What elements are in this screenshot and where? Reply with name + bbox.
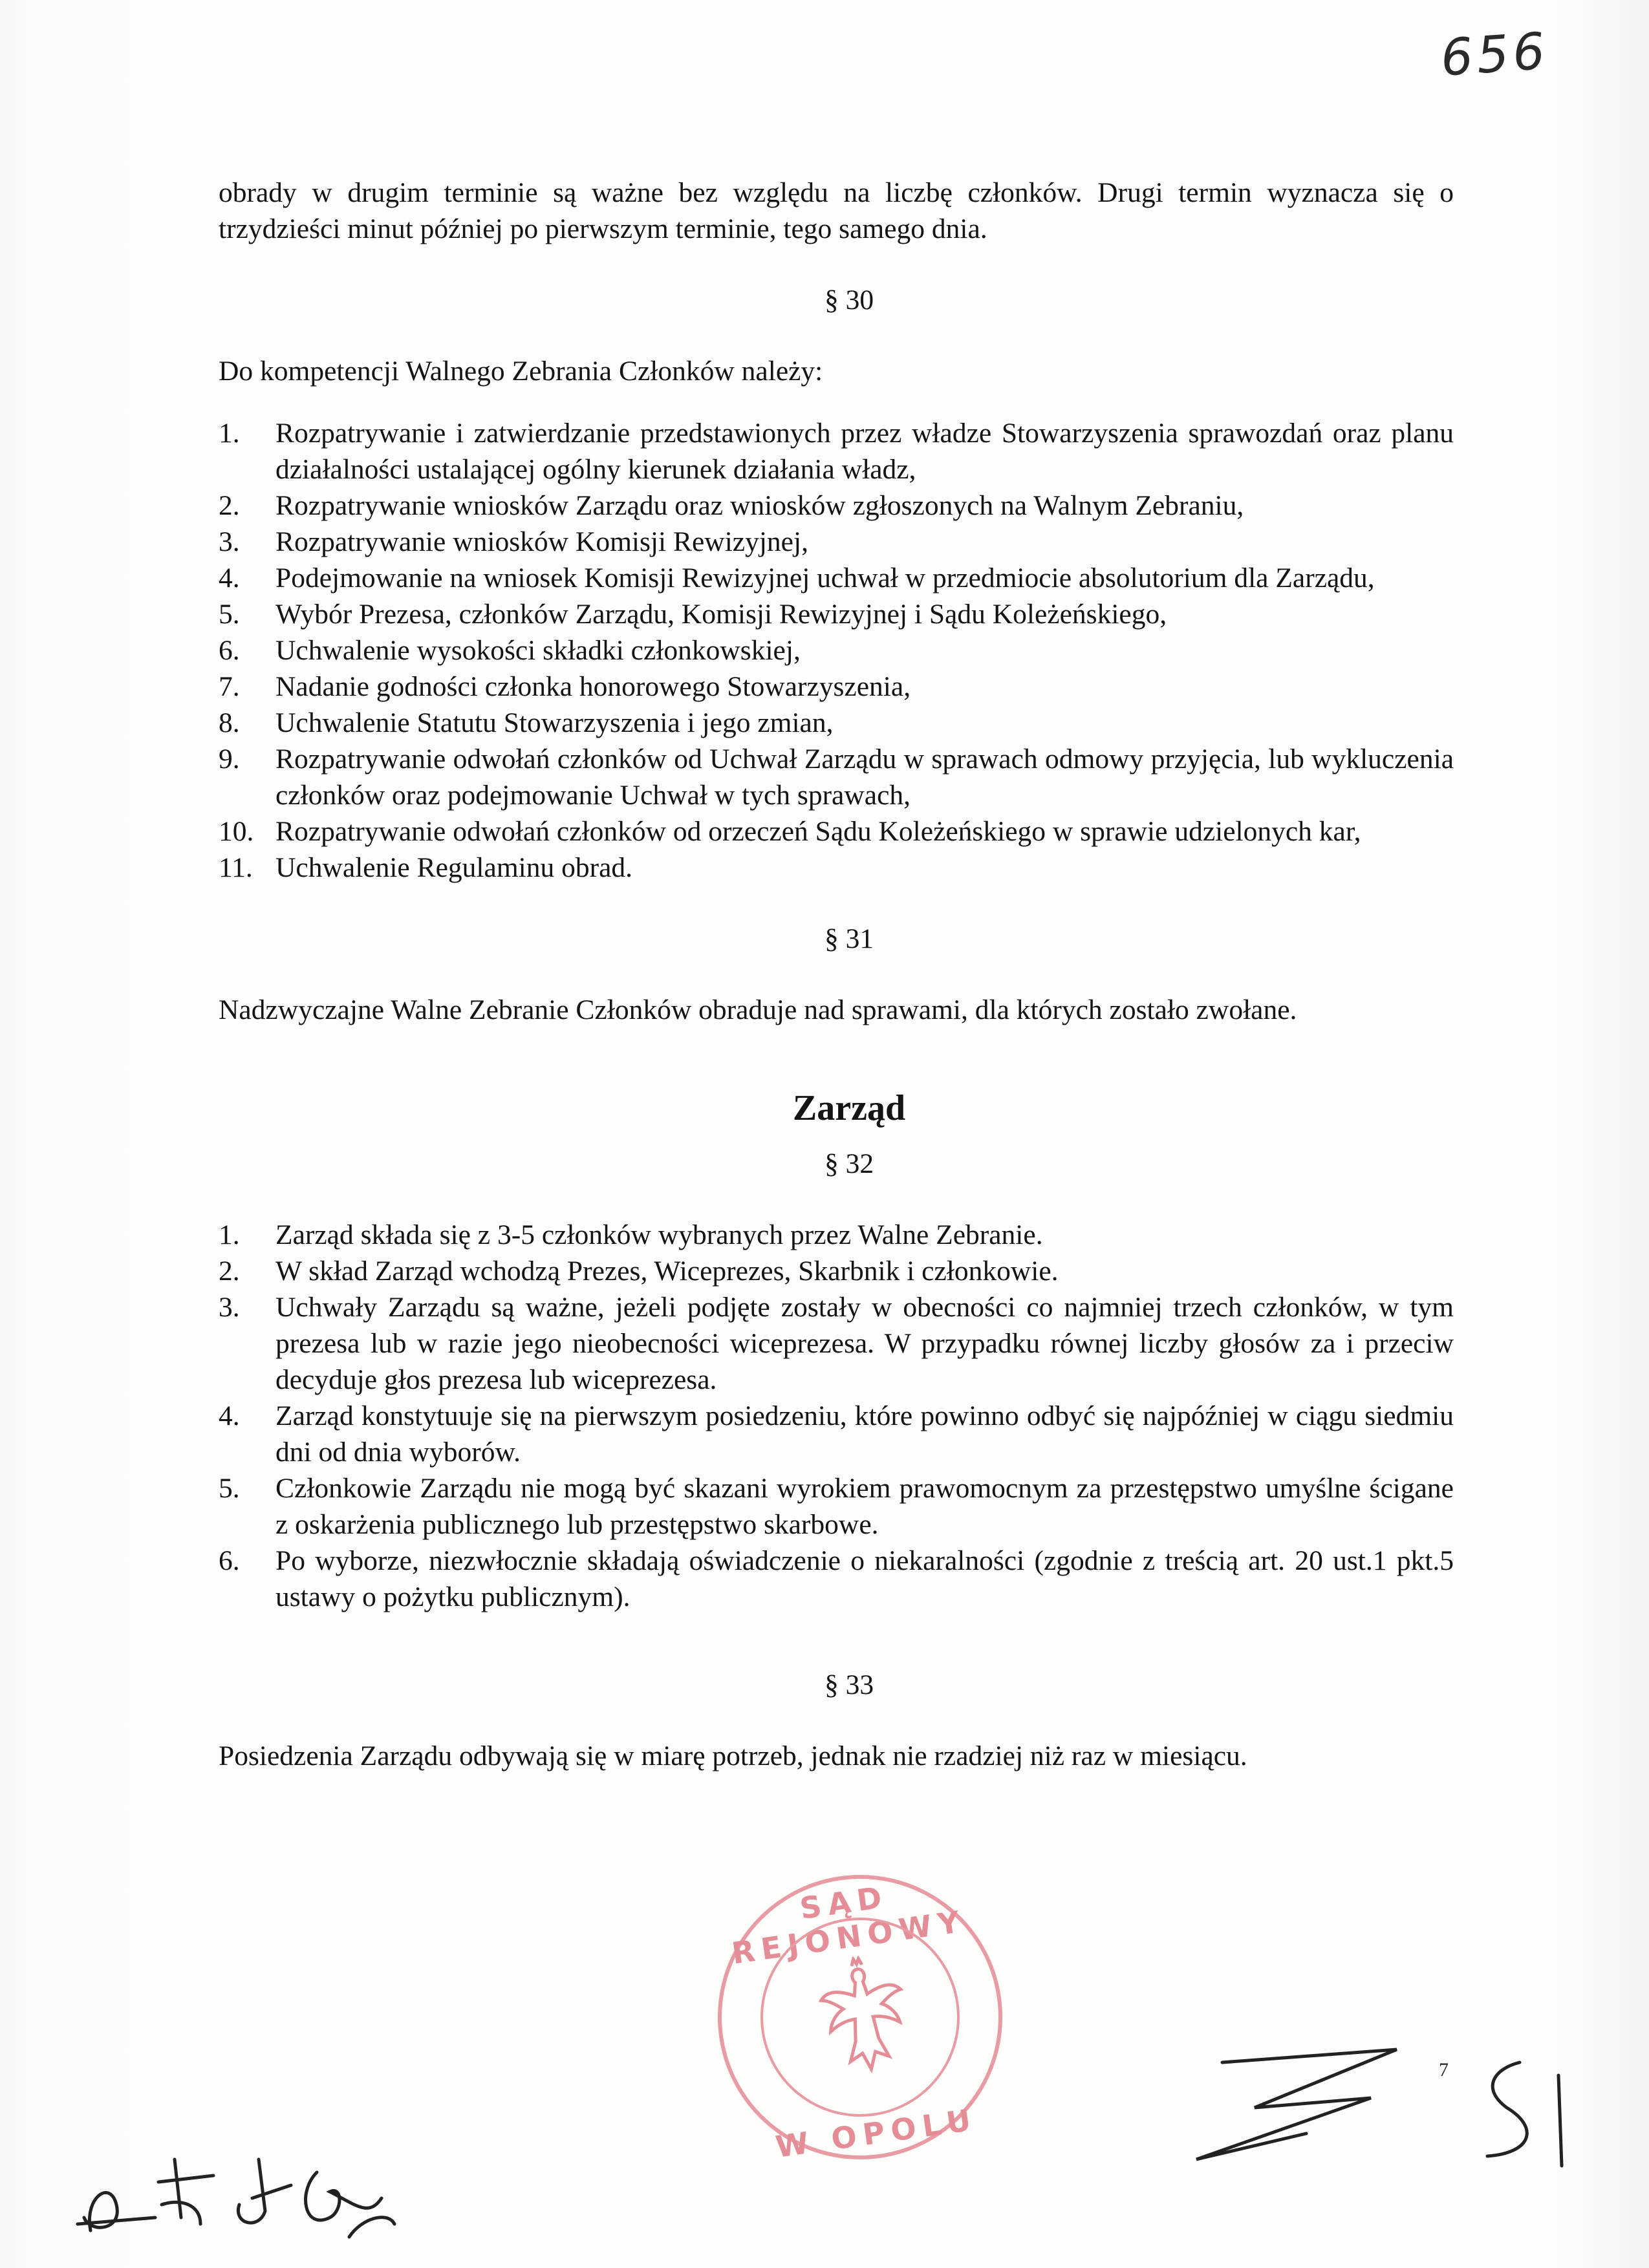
list-item-text: Rozpatrywanie wniosków Zarządu oraz wniosków zgłoszonych na Walnym Zebraniu, [275,490,1244,521]
initials-right-icon [1455,2043,1571,2172]
list-item-text: Uchwalenie Statutu Stowarzyszenia i jego zmian, [275,707,834,738]
list-item-text: Uchwalenie wysokości składki członkowskiej, [275,635,801,666]
list-item [219,487,1454,524]
stamp-top-text: SĄD REJONOWY [729,1879,968,1971]
signature-right-icon [1177,2037,1449,2166]
page-number: 7 [1439,2059,1449,2081]
section-33-text: Posiedzenia Zarządu odbywają się w miarę potrzeb, jednak nie rzadziej niż raz w miesiącu. [219,1740,1247,1771]
stamp-bottom-text: W OPOLU [773,2101,980,2165]
section-heading-33: § 33 [824,1669,874,1700]
list-item [219,669,1454,705]
list-item-number: 9. [219,744,240,775]
list-item [219,1398,1454,1470]
section-30-lead: Do kompetencji Walnego Zebrania Członków należy: [219,356,823,387]
list-item-text: Uchwalenie Regulaminu obrad. [275,852,633,883]
eagle-emblem-icon [811,1950,918,2084]
list-item [219,596,1454,632]
list-item-text: Rozpatrywanie wniosków Komisji Rewizyjnej, [275,526,808,557]
list-item-number: 3. [219,526,240,557]
chapter-title: Zarząd [792,1088,906,1128]
document-body [219,175,1454,1774]
list-item-number: 5. [219,1473,240,1504]
list-item-text: Nadanie godności członka honorowego Stowarzyszenia, [275,671,911,702]
list-item-number: 4. [219,1400,240,1431]
list-item-text: Rozpatrywanie odwołań członków od orzeczeń Sądu Koleżeńskiego w sprawie udzielonych kar, [275,816,1361,847]
list-item [219,415,1454,487]
list-item [219,741,1454,813]
list-item-number: 2. [219,1256,240,1287]
list-item [219,1217,1454,1253]
list-item [219,560,1454,596]
list-item-number: 7. [219,671,240,702]
section-32-list [219,1217,1454,1615]
signatures-bottom-left-icon [71,2121,407,2250]
list-item-text: Po wyborze, niezwłocznie składają oświadczenie o niekaralności (zgodnie z treścią art. 20 ust.1 pkt.5 ustawy o pożytku publicznym). [275,1545,1454,1612]
list-item-text: Rozpatrywanie i zatwierdzanie przedstawionych przez władze Stowarzyszenia sprawozdań oraz planu działalności ustalającej ogólny kierunek działania władz, [275,418,1454,485]
list-item [219,1253,1454,1289]
list-item-number: 3. [219,1292,240,1323]
list-item-number: 1. [219,418,240,449]
handwritten-page-number: 656 [1439,22,1551,88]
section-31-text: Nadzwyczajne Walne Zebranie Członków obraduje nad sprawami, dla których zostało zwołane. [219,994,1297,1025]
section-30-list [219,415,1454,886]
list-item [219,705,1454,741]
list-item-number: 1. [219,1219,240,1250]
intro-paragraph: obrady w drugim terminie są ważne bez względu na liczbę członków. Drugi termin wyznacza się o trzydzieści minut później po pierwszym terminie, tego samego dnia. [219,177,1454,244]
list-item-text: W skład Zarząd wchodzą Prezes, Wiceprezes, Skarbnik i członkowie. [275,1256,1059,1287]
list-item-number: 2. [219,490,240,521]
list-item-text: Wybór Prezesa, członków Zarządu, Komisji Rewizyjnej i Sądu Koleżeńskiego, [275,599,1167,630]
list-item-number: 10. [219,816,254,847]
list-item [219,632,1454,669]
list-item-text: Zarząd konstytuuje się na pierwszym posiedzeniu, które powinno odbyć się najpóźniej w ciągu siedmiu dni od dnia wyborów. [275,1400,1454,1468]
list-item [219,1470,1454,1543]
section-heading-31: § 31 [824,923,874,954]
list-item-number: 5. [219,599,240,630]
list-item-text: Podejmowanie na wniosek Komisji Rewizyjnej uchwał w przedmiocie absolutorium dla Zarządu, [275,562,1375,594]
list-item-text: Zarząd składa się z 3-5 członków wybranych przez Walne Zebranie. [275,1219,1043,1250]
section-heading-32: § 32 [824,1148,874,1179]
list-item-number: 8. [219,707,240,738]
list-item [219,1543,1454,1615]
list-item-text: Rozpatrywanie odwołań członków od Uchwał Zarządu w sprawach odmowy przyjęcia, lub wykluczenia członków oraz podejmowanie Uchwał w tych sprawach, [275,744,1454,811]
list-item [219,524,1454,560]
list-item-text: Członkowie Zarządu nie mogą być skazani wyrokiem prawomocnym za przestępstwo umyślne ścigane z oskarżenia publicznego lub przestępstwo skarbowe. [275,1473,1454,1540]
list-item-number: 4. [219,562,240,594]
list-item-number: 11. [219,852,253,883]
list-item-number: 6. [219,1545,240,1576]
section-heading-30: § 30 [824,284,874,316]
court-stamp [700,1857,1021,2178]
list-item [219,813,1454,850]
list-item [219,850,1454,886]
list-item [219,1289,1454,1398]
list-item-number: 6. [219,635,240,666]
list-item-text: Uchwały Zarządu są ważne, jeżeli podjęte zostały w obecności co najmniej trzech członków, w tym prezesa lub w razie jego nieobecności wiceprezesa. W przypadku równej liczby głosów za i przeciw decyduje głos prezesa lub wiceprezesa. [275,1292,1454,1395]
